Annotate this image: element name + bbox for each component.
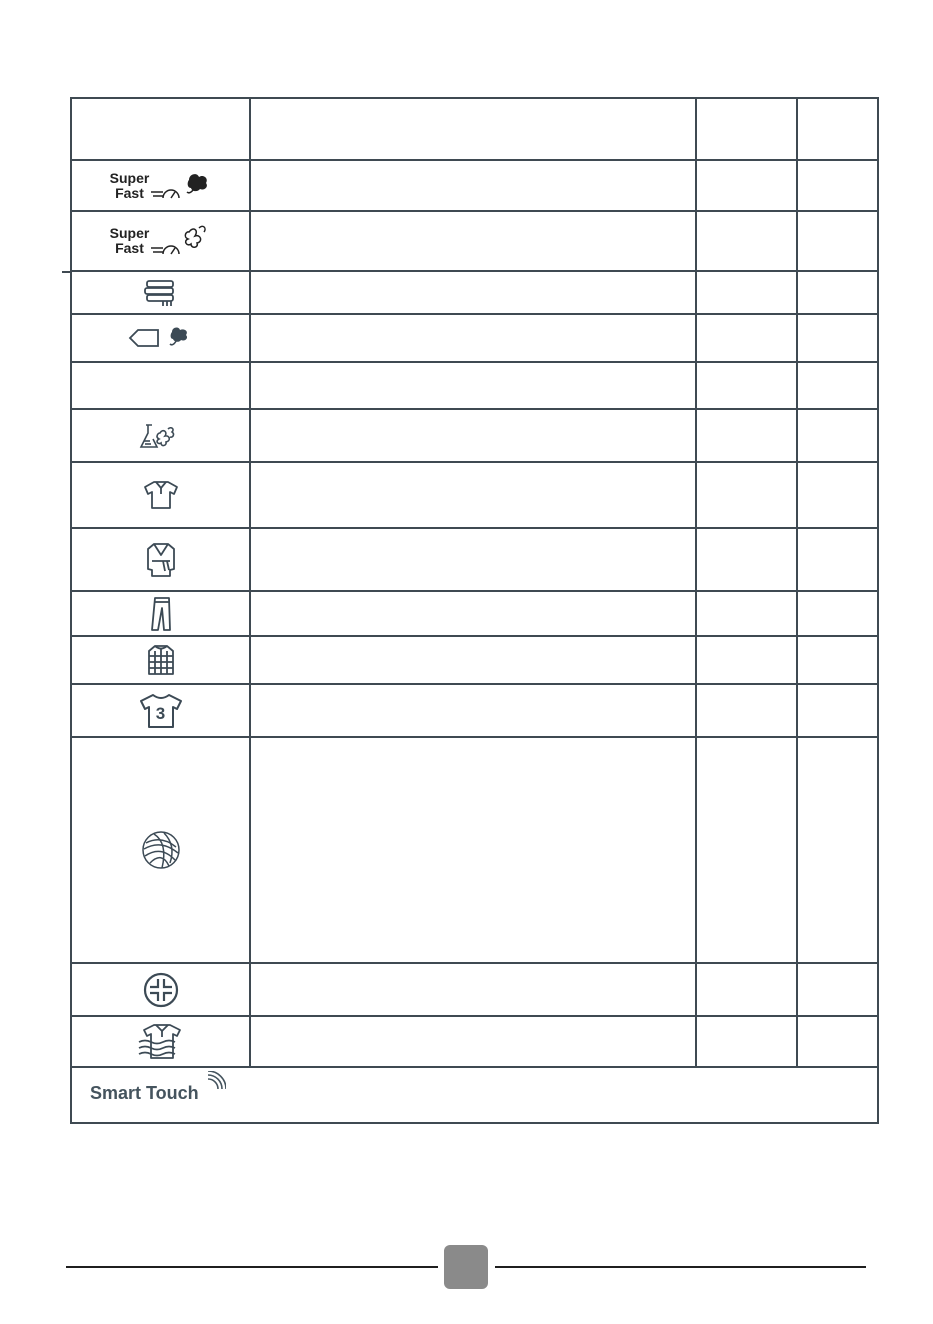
header-cell-col4 [796, 99, 879, 159]
program-description-cell [249, 463, 695, 527]
program-value-cell [796, 463, 879, 527]
program-description-cell [249, 161, 695, 210]
program-value-cell [695, 315, 796, 361]
shirts-icon [141, 479, 181, 511]
super-fast-cotton-icon [110, 170, 212, 202]
program-description-cell [249, 363, 695, 408]
program-icon-cell [70, 529, 249, 590]
super-fast-label-line2: Fast [115, 240, 144, 256]
smart-touch-row [70, 1068, 879, 1124]
header-cell-icon [70, 99, 249, 159]
margin-tick [62, 271, 70, 273]
smart-touch-logo [90, 1083, 199, 1104]
bathrobe-icon [143, 541, 179, 579]
program-description-cell [249, 212, 695, 270]
rinse-shirt-icon [136, 1022, 186, 1062]
program-icon-cell [70, 315, 249, 361]
super-fast-label-line1: Super [109, 169, 150, 186]
program-value-cell [796, 363, 879, 408]
program-value-cell [695, 410, 796, 461]
cross-circle-icon [142, 971, 180, 1009]
hygiene-synthetic-icon [138, 421, 184, 451]
program-icon-cell [70, 161, 249, 210]
program-icon-cell [70, 463, 249, 527]
table-row [70, 272, 879, 315]
wool-icon [140, 829, 182, 871]
program-value-cell [695, 637, 796, 683]
super-fast-label-line2: Fast [115, 184, 144, 201]
towels-icon [141, 278, 181, 308]
table-row [70, 315, 879, 363]
program-description-cell [249, 592, 695, 635]
table-row [70, 964, 879, 1017]
program-value-cell [796, 1017, 879, 1066]
table-row [70, 529, 879, 592]
super-fast-label-line1: Super [109, 225, 150, 241]
program-value-cell [796, 637, 879, 683]
program-value-cell [796, 964, 879, 1015]
program-value-cell [695, 738, 796, 962]
program-icon-cell [70, 592, 249, 635]
program-icon-cell [70, 212, 249, 270]
program-icon-cell [70, 363, 249, 408]
program-description-cell [249, 529, 695, 590]
program-value-cell [796, 212, 879, 270]
program-table [70, 97, 879, 1124]
program-description-cell [249, 272, 695, 313]
program-description-cell [249, 410, 695, 461]
program-value-cell [796, 272, 879, 313]
table-row [70, 685, 879, 738]
table-row [70, 1017, 879, 1068]
program-description-cell [249, 637, 695, 683]
sport-shirt-icon [137, 692, 185, 730]
program-value-cell [796, 738, 879, 962]
table-row [70, 738, 879, 964]
table-row [70, 637, 879, 685]
program-description-cell [249, 964, 695, 1015]
header-cell-col3 [695, 99, 796, 159]
program-value-cell [695, 1017, 796, 1066]
program-value-cell [695, 592, 796, 635]
program-description-cell [249, 685, 695, 736]
footer-rule-left [66, 1266, 438, 1268]
jeans-icon [149, 596, 173, 632]
footer-rule-right [495, 1266, 866, 1268]
sport-shirt-number: 3 [155, 703, 166, 723]
program-value-cell [695, 529, 796, 590]
smart-touch-label: Smart Touch [90, 1083, 199, 1103]
program-value-cell [695, 272, 796, 313]
super-fast-synthetic-icon [110, 224, 212, 258]
program-icon-cell [70, 964, 249, 1015]
program-value-cell [796, 161, 879, 210]
table-row [70, 161, 879, 212]
program-value-cell [695, 161, 796, 210]
table-row [70, 410, 879, 463]
program-value-cell [695, 463, 796, 527]
jacket-icon [145, 642, 177, 678]
program-value-cell [796, 685, 879, 736]
program-description-cell [249, 1017, 695, 1066]
program-description-cell [249, 738, 695, 962]
program-icon-cell [70, 738, 249, 962]
table-header-row [70, 97, 879, 161]
table-row [70, 363, 879, 410]
program-value-cell [695, 685, 796, 736]
program-value-cell [695, 964, 796, 1015]
program-value-cell [796, 410, 879, 461]
table-row [70, 592, 879, 637]
program-icon-cell [70, 1017, 249, 1066]
program-icon-cell [70, 637, 249, 683]
eco-cotton-icon [126, 324, 196, 352]
nfc-signal-icon [206, 1071, 226, 1091]
program-value-cell [796, 592, 879, 635]
program-icon-cell [70, 410, 249, 461]
program-value-cell [695, 363, 796, 408]
header-cell-description [249, 99, 695, 159]
table-row [70, 463, 879, 529]
table-row [70, 212, 879, 272]
program-value-cell [695, 212, 796, 270]
program-icon-cell [70, 685, 249, 736]
program-value-cell [796, 529, 879, 590]
program-description-cell [249, 315, 695, 361]
page-number-badge [444, 1245, 488, 1289]
program-value-cell [796, 315, 879, 361]
program-icon-cell [70, 272, 249, 313]
